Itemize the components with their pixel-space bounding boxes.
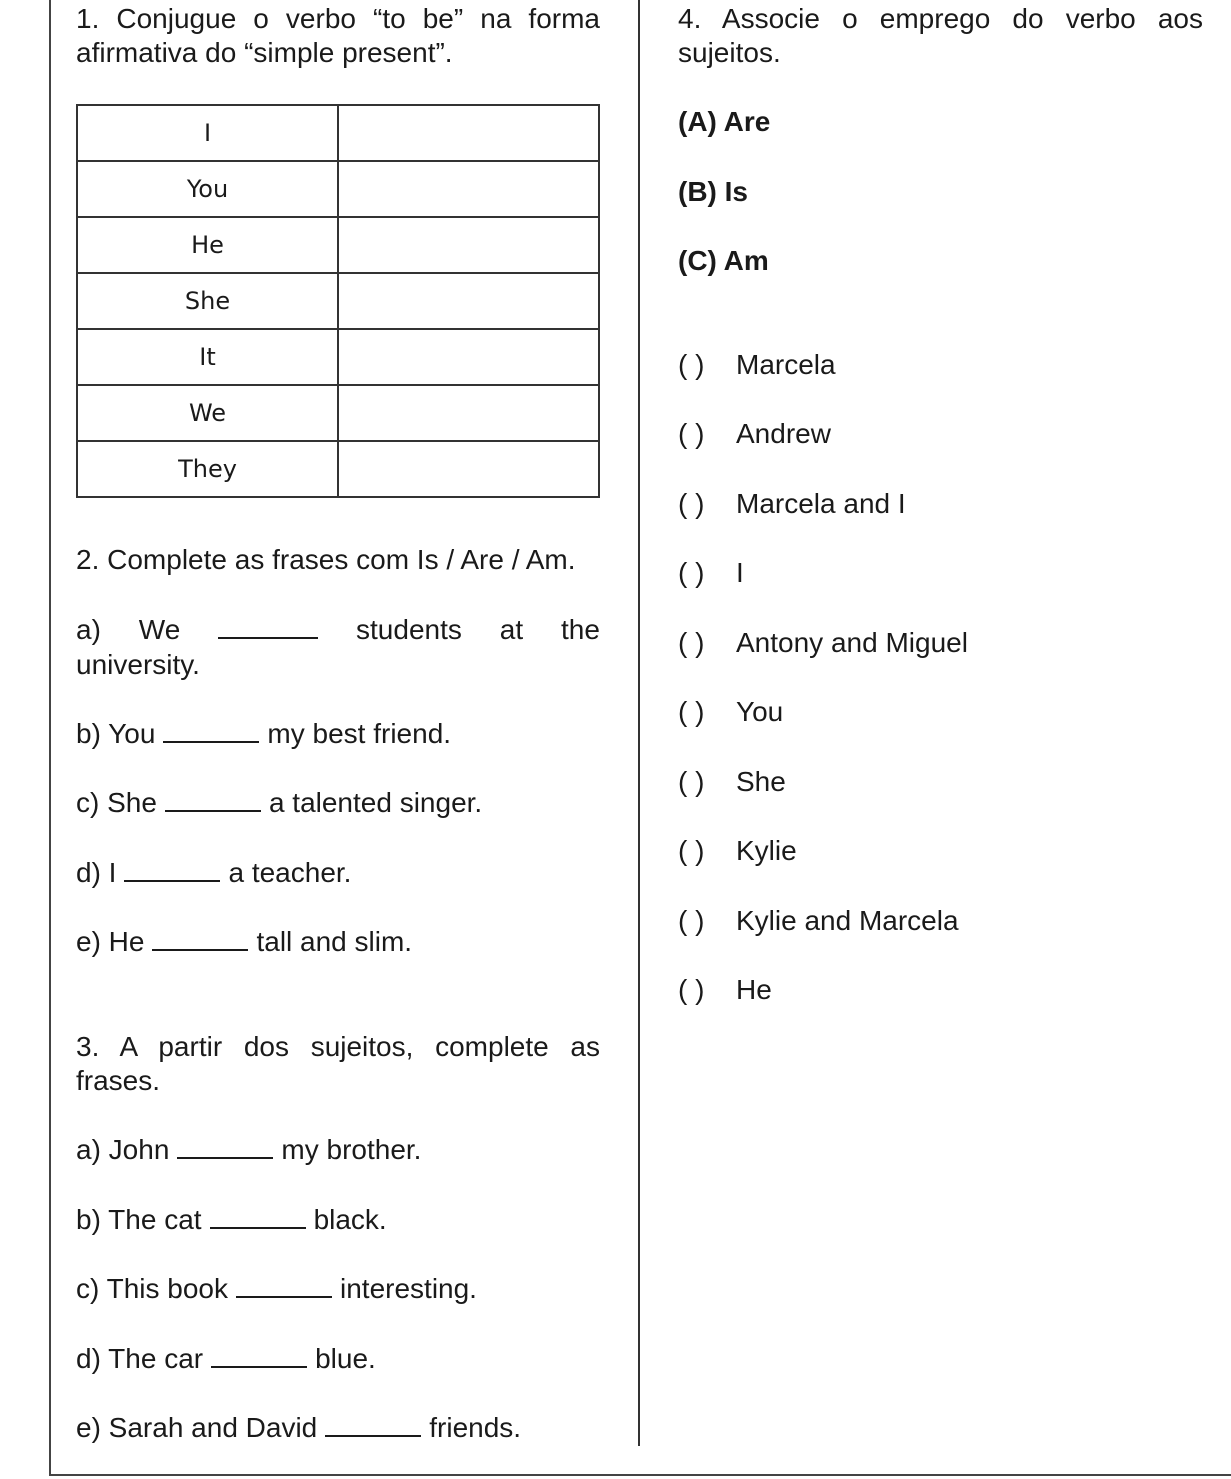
subject-cell: You: [77, 161, 338, 217]
subject-cell: They: [77, 441, 338, 497]
choice-a: (A) Are: [678, 106, 771, 137]
q3-item-c: c) This book interesting.: [76, 1273, 477, 1304]
match-item: ( ) Kylie: [678, 835, 797, 866]
q1-title-line1: 1. Conjugue o verbo “to be” na forma: [76, 3, 600, 34]
subject-cell: He: [77, 217, 338, 273]
table-row: [77, 161, 599, 217]
answer-cell[interactable]: [338, 329, 599, 385]
match-item: ( ) Andrew: [678, 418, 831, 449]
choice-c: (C) Am: [678, 245, 769, 276]
answer-paren[interactable]: ( ): [678, 349, 705, 380]
q3-item-a: a) John my brother.: [76, 1134, 422, 1165]
q1-title-line2: afirmativa do “simple present”.: [76, 37, 453, 68]
answer-cell[interactable]: [338, 273, 599, 329]
answer-paren[interactable]: ( ): [678, 418, 705, 449]
answer-blank[interactable]: [177, 1135, 273, 1159]
table-row: [77, 273, 599, 329]
answer-cell[interactable]: [338, 161, 599, 217]
match-item: ( ) He: [678, 974, 772, 1005]
match-item: ( ) Marcela: [678, 349, 836, 380]
q3-item-b: b) The cat black.: [76, 1204, 387, 1235]
q2-item-e: e) He tall and slim.: [76, 926, 413, 957]
table-row: [77, 441, 599, 497]
q2-title: 2. Complete as frases com Is / Are / Am.: [76, 544, 576, 575]
answer-cell[interactable]: [338, 385, 599, 441]
subject-cell: I: [77, 105, 338, 161]
answer-paren[interactable]: ( ): [678, 488, 705, 519]
match-item: ( ) Antony and Miguel: [678, 627, 968, 658]
q4-title-line2: sujeitos.: [678, 37, 781, 68]
q3-title-line1: 3. A partir dos sujeitos, complete as: [76, 1031, 600, 1062]
q3-title-line2: frases.: [76, 1065, 161, 1096]
answer-blank[interactable]: [211, 1344, 307, 1368]
subject-cell: She: [77, 273, 338, 329]
answer-cell[interactable]: [338, 105, 599, 161]
answer-blank[interactable]: [124, 858, 220, 882]
answer-cell[interactable]: [338, 441, 599, 497]
q2-item-d: d) I a teacher.: [76, 857, 352, 888]
q3-item-d: d) The car blue.: [76, 1343, 376, 1374]
answer-cell[interactable]: [338, 217, 599, 273]
subject-cell: We: [77, 385, 338, 441]
table-row: [77, 105, 599, 161]
answer-blank[interactable]: [210, 1205, 306, 1229]
answer-blank[interactable]: [236, 1274, 332, 1298]
answer-paren[interactable]: ( ): [678, 557, 705, 588]
answer-paren[interactable]: ( ): [678, 696, 705, 727]
match-item: ( ) I: [678, 557, 744, 588]
answer-paren[interactable]: ( ): [678, 974, 705, 1005]
answer-blank[interactable]: [218, 615, 318, 639]
answer-paren[interactable]: ( ): [678, 905, 705, 936]
answer-blank[interactable]: [163, 719, 259, 743]
q2-item-b: b) You my best friend.: [76, 718, 452, 749]
column-divider: [638, 0, 640, 1446]
table-row: [77, 217, 599, 273]
match-item: ( ) Kylie and Marcela: [678, 905, 959, 936]
answer-paren[interactable]: ( ): [678, 766, 705, 797]
q4-title-line1: 4. Associe o emprego do verbo aos: [678, 3, 1203, 34]
q2-item-c: c) She a talented singer.: [76, 787, 483, 818]
conjugation-table: [76, 104, 600, 498]
answer-paren[interactable]: ( ): [678, 627, 705, 658]
answer-paren[interactable]: ( ): [678, 835, 705, 866]
choice-b: (B) Is: [678, 176, 748, 207]
subject-cell: It: [77, 329, 338, 385]
match-item: ( ) You: [678, 696, 784, 727]
table-row: [77, 329, 599, 385]
q3-item-e: e) Sarah and David friends.: [76, 1412, 522, 1443]
match-item: ( ) She: [678, 766, 786, 797]
q2-item-a-line2: university.: [76, 649, 200, 680]
q2-item-a-line1: a) We students at the: [76, 614, 600, 645]
answer-blank[interactable]: [165, 788, 261, 812]
answer-blank[interactable]: [152, 927, 248, 951]
match-item: ( ) Marcela and I: [678, 488, 906, 519]
table-row: [77, 385, 599, 441]
answer-blank[interactable]: [325, 1413, 421, 1437]
